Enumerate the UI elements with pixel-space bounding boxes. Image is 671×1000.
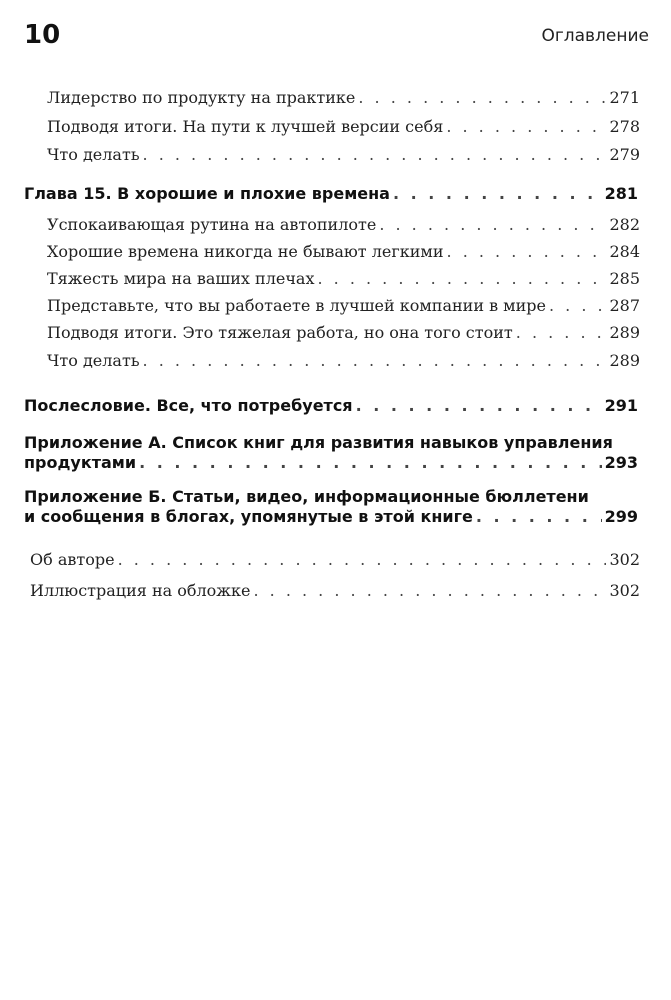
toc-entry — [47, 88, 640, 107]
page-number: 10 — [24, 20, 61, 50]
toc-section — [47, 269, 640, 288]
dot-leader — [446, 117, 606, 136]
toc-section — [47, 242, 640, 261]
toc-appendix-b-line1: Приложение Б. Статьи, видео, информационные бюллетени — [24, 487, 589, 506]
toc-about-author-page: 302 — [609, 550, 640, 569]
toc-chapter — [24, 184, 638, 203]
toc-chapter-title: Глава 15. В хорошие и плохие времена — [24, 184, 390, 203]
toc-appendix-a — [24, 453, 638, 472]
toc-section-page: 284 — [609, 242, 640, 261]
toc-cover-illustration — [30, 581, 640, 600]
toc-entry-title: Подводя итоги. На пути к лучшей версии себя — [47, 117, 444, 136]
dot-leader — [143, 351, 607, 370]
toc-appendix-a-line2: продуктами — [24, 453, 137, 472]
toc-section-title: Представьте, что вы работаете в лучшей компании в мире — [47, 296, 546, 315]
dot-leader — [118, 550, 607, 569]
toc-entry-title: Лидерство по продукту на практике — [47, 88, 356, 107]
toc-section-title: Успокаивающая рутина на автопилоте — [47, 215, 377, 234]
toc-section-title: Что делать — [47, 351, 140, 370]
dot-leader — [356, 396, 602, 415]
toc-appendix-a-line1: Приложение А. Список книг для развития навыков управления — [24, 433, 613, 452]
toc-section-page: 285 — [609, 269, 640, 288]
toc-section-title: Хорошие времена никогда не бывают легкими — [47, 242, 444, 261]
toc-afterword-title: Послесловие. Все, что потребуется — [24, 396, 353, 415]
toc-entry-page: 278 — [609, 117, 640, 136]
dot-leader — [317, 269, 606, 288]
dot-leader — [358, 88, 606, 107]
dot-leader — [143, 145, 607, 164]
toc-afterword-page: 291 — [604, 396, 638, 415]
toc-cover-illustration-title: Иллюстрация на обложке — [30, 581, 251, 600]
toc-section — [47, 323, 640, 342]
toc-section-page: 289 — [609, 323, 640, 342]
toc-entry-page: 271 — [609, 88, 640, 107]
dot-leader — [379, 215, 606, 234]
toc-appendix-b — [24, 507, 638, 526]
toc-section-title: Подводя итоги. Это тяжелая работа, но она того стоит — [47, 323, 513, 342]
toc-appendix-b-page: 299 — [604, 507, 638, 526]
running-head: Оглавление — [541, 26, 649, 46]
toc-about-author — [30, 550, 640, 569]
toc-section-page: 282 — [609, 215, 640, 234]
toc-appendix-b-line2: и сообщения в блогах, упомянутые в этой книге — [24, 507, 473, 526]
dot-leader — [447, 242, 607, 261]
toc-chapter-page: 281 — [604, 184, 638, 203]
toc-section-page: 287 — [609, 296, 640, 315]
toc-section-page: 289 — [609, 351, 640, 370]
toc-entry — [47, 117, 640, 136]
dot-leader — [549, 296, 606, 315]
toc-section — [47, 215, 640, 234]
toc-about-author-title: Об авторе — [30, 550, 115, 569]
toc-section-title: Тяжесть мира на ваших плечах — [47, 269, 315, 288]
toc-afterword — [24, 396, 638, 415]
toc-section — [47, 296, 640, 315]
toc-cover-illustration-page: 302 — [609, 581, 640, 600]
dot-leader — [393, 184, 602, 203]
dot-leader — [139, 453, 602, 472]
toc-section — [47, 351, 640, 370]
dot-leader — [516, 323, 607, 342]
toc-entry-title: Что делать — [47, 145, 140, 164]
dot-leader — [476, 507, 602, 526]
toc-entry — [47, 145, 640, 164]
toc-appendix-a-page: 293 — [604, 453, 638, 472]
toc-entry-page: 279 — [609, 145, 640, 164]
dot-leader — [253, 581, 606, 600]
